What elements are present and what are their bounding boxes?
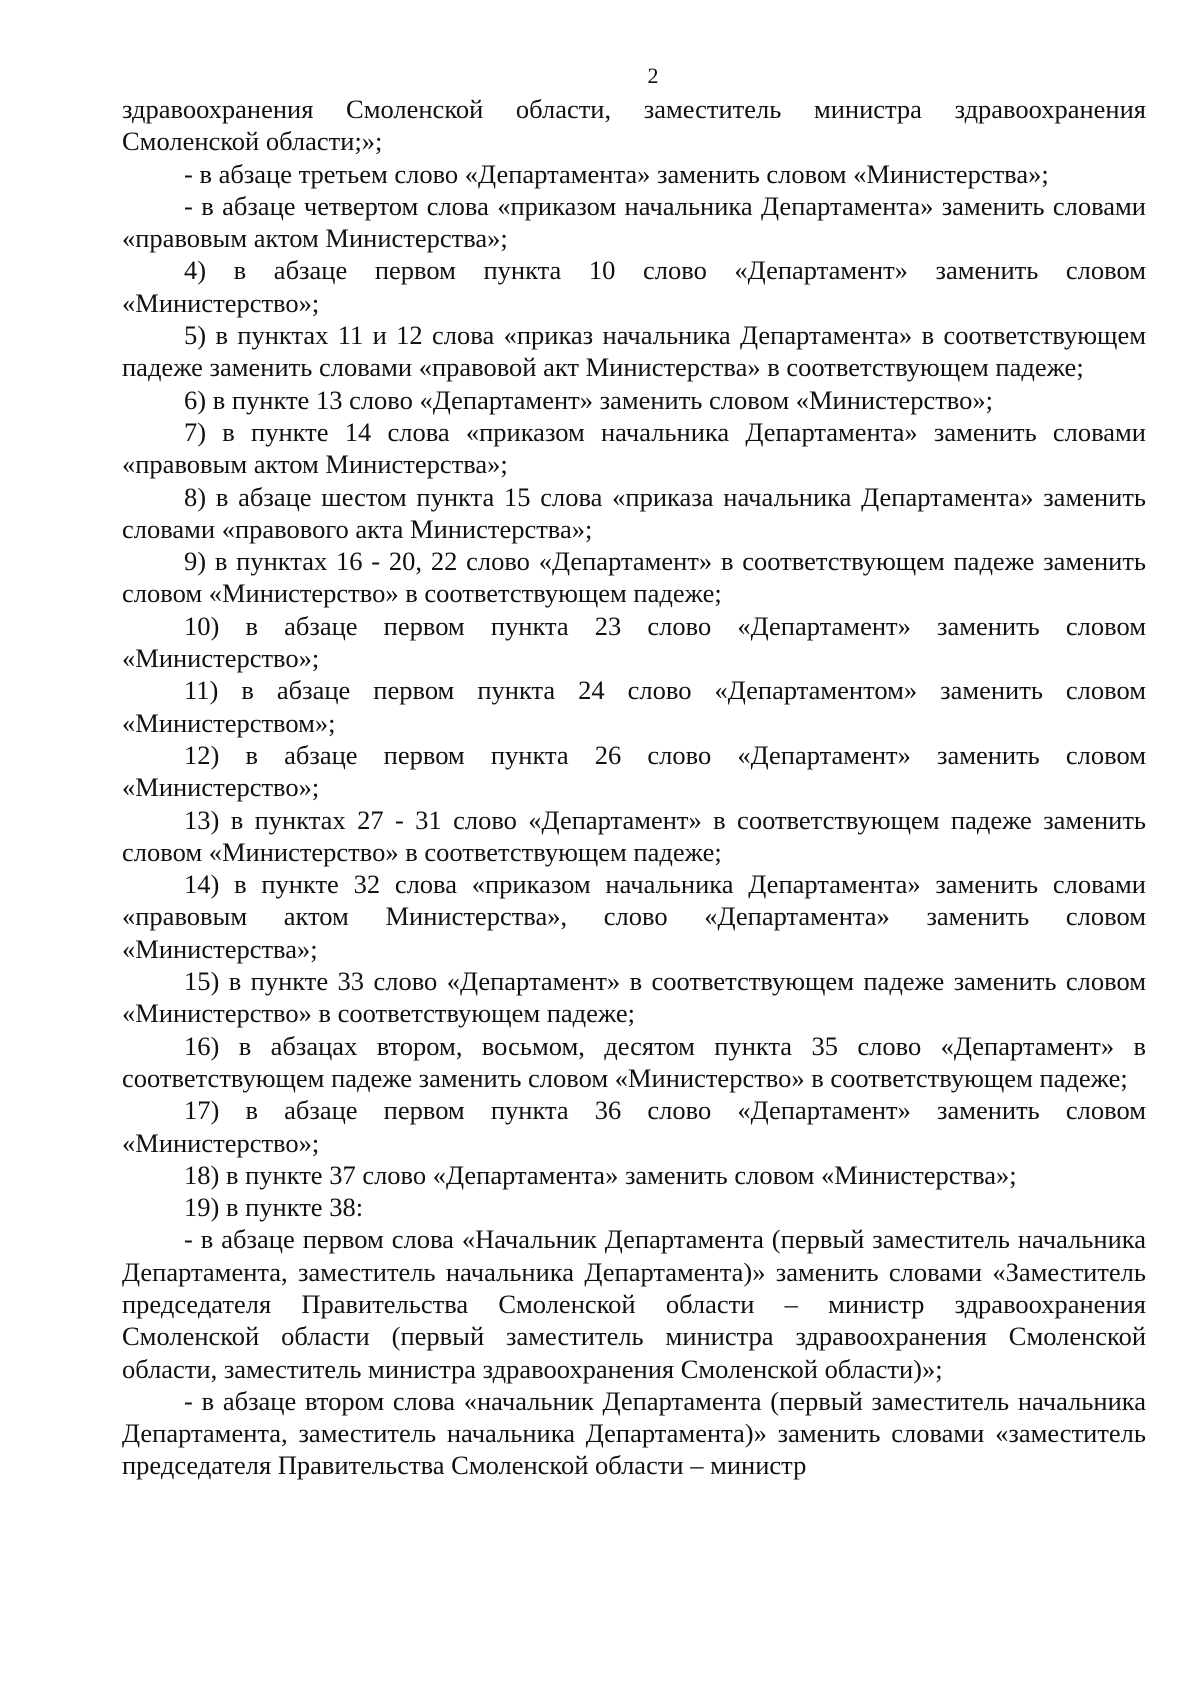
paragraph-item-9: 9) в пунктах 16 - 20, 22 слово «Департамент» в соответствующем падеже заменить словом «Министерство» в соответствующем падеже; (122, 546, 1146, 609)
paragraph-amend-abzac-3: - в абзаце третьем слово «Департамента» заменить словом «Министерства»; (184, 158, 1049, 189)
paragraph-item-5: 5) в пунктах 11 и 12 слова «приказ начальника Департамента» в соответствующем падеже заменить словами «правовой акт Министерства» в соответствующем падеже; (122, 320, 1146, 383)
paragraph-item-19: 19) в пункте 38: (184, 1192, 364, 1223)
paragraph-continuation: здравоохранения Смоленской области, заместитель министра здравоохранения Смоленской области;»; (122, 94, 1146, 157)
paragraph-amend-abzac-4: - в абзаце четвертом слова «приказом начальника Департамента» заменить словами «правовым актом Министерства»; (122, 190, 1146, 254)
paragraph-item-8: 8) в абзаце шестом пункта 15 слова «приказа начальника Департамента» заменить словами «правового акта Министерства»; (122, 481, 1146, 544)
paragraph-item-4: 4) в абзаце первом пункта 10 слово «Департамент» заменить словом «Министерство»; (122, 255, 1146, 318)
paragraph-item-17: 17) в абзаце первом пункта 36 слово «Департамент» заменить словом «Министерство»; (122, 1095, 1146, 1158)
page-number: 2 (647, 63, 659, 88)
paragraph-item-11: 11) в абзаце первом пункта 24 слово «Департаментом» заменить словом «Министерством»; (122, 675, 1146, 738)
paragraph-item-16: 16) в абзацах втором, восьмом, десятом пункта 35 слово «Департамент» в соответствующем падеже заменить словом «Министерство» в соответствующем падеже; (122, 1030, 1146, 1093)
paragraph-item-13: 13) в пунктах 27 - 31 слово «Департамент» в соответствующем падеже заменить словом «Министерство» в соответствующем падеже; (122, 804, 1146, 867)
paragraph-item-14: 14) в пункте 32 слова «приказом начальника Департамента» заменить словами «правовым актом Министерства», слово «Департамента» заменить словом «Министерства»; (122, 869, 1146, 964)
paragraph-item-18: 18) в пункте 37 слово «Департамента» заменить словом «Министерства»; (184, 1159, 1017, 1190)
paragraph-item-19-abzac-1: - в абзаце первом слова «Начальник Департамента (первый заместитель начальника Департамента, заместитель начальника Департамента)» заменить словами «Заместитель председателя Правительства Смоленской области – министр здравоохранения Смоленской области (первый заместитель министра здравоохранения Смоленской области, заместитель министра здравоохранения Смоленской области)»; (122, 1224, 1146, 1384)
paragraph-item-10: 10) в абзаце первом пункта 23 слово «Департамент» заменить словом «Министерство»; (122, 610, 1146, 674)
paragraph-item-12: 12) в абзаце первом пункта 26 слово «Департамент» заменить словом «Министерство»; (122, 739, 1146, 803)
paragraph-item-15: 15) в пункте 33 слово «Департамент» в соответствующем падеже заменить словом «Министерство» в соответствующем падеже; (122, 966, 1146, 1029)
paragraph-item-6: 6) в пункте 13 слово «Департамент» заменить словом «Министерство»; (184, 384, 993, 415)
paragraph-item-19-abzac-2: - в абзаце втором слова «начальник Департамента (первый заместитель начальника Департамента, заместитель начальника Департамента)» заменить словами «заместитель председателя Правительства Смоленской области – министр (122, 1385, 1146, 1481)
paragraph-item-7: 7) в пункте 14 слова «приказом начальника Департамента» заменить словами «правовым актом Министерства»; (122, 416, 1146, 480)
